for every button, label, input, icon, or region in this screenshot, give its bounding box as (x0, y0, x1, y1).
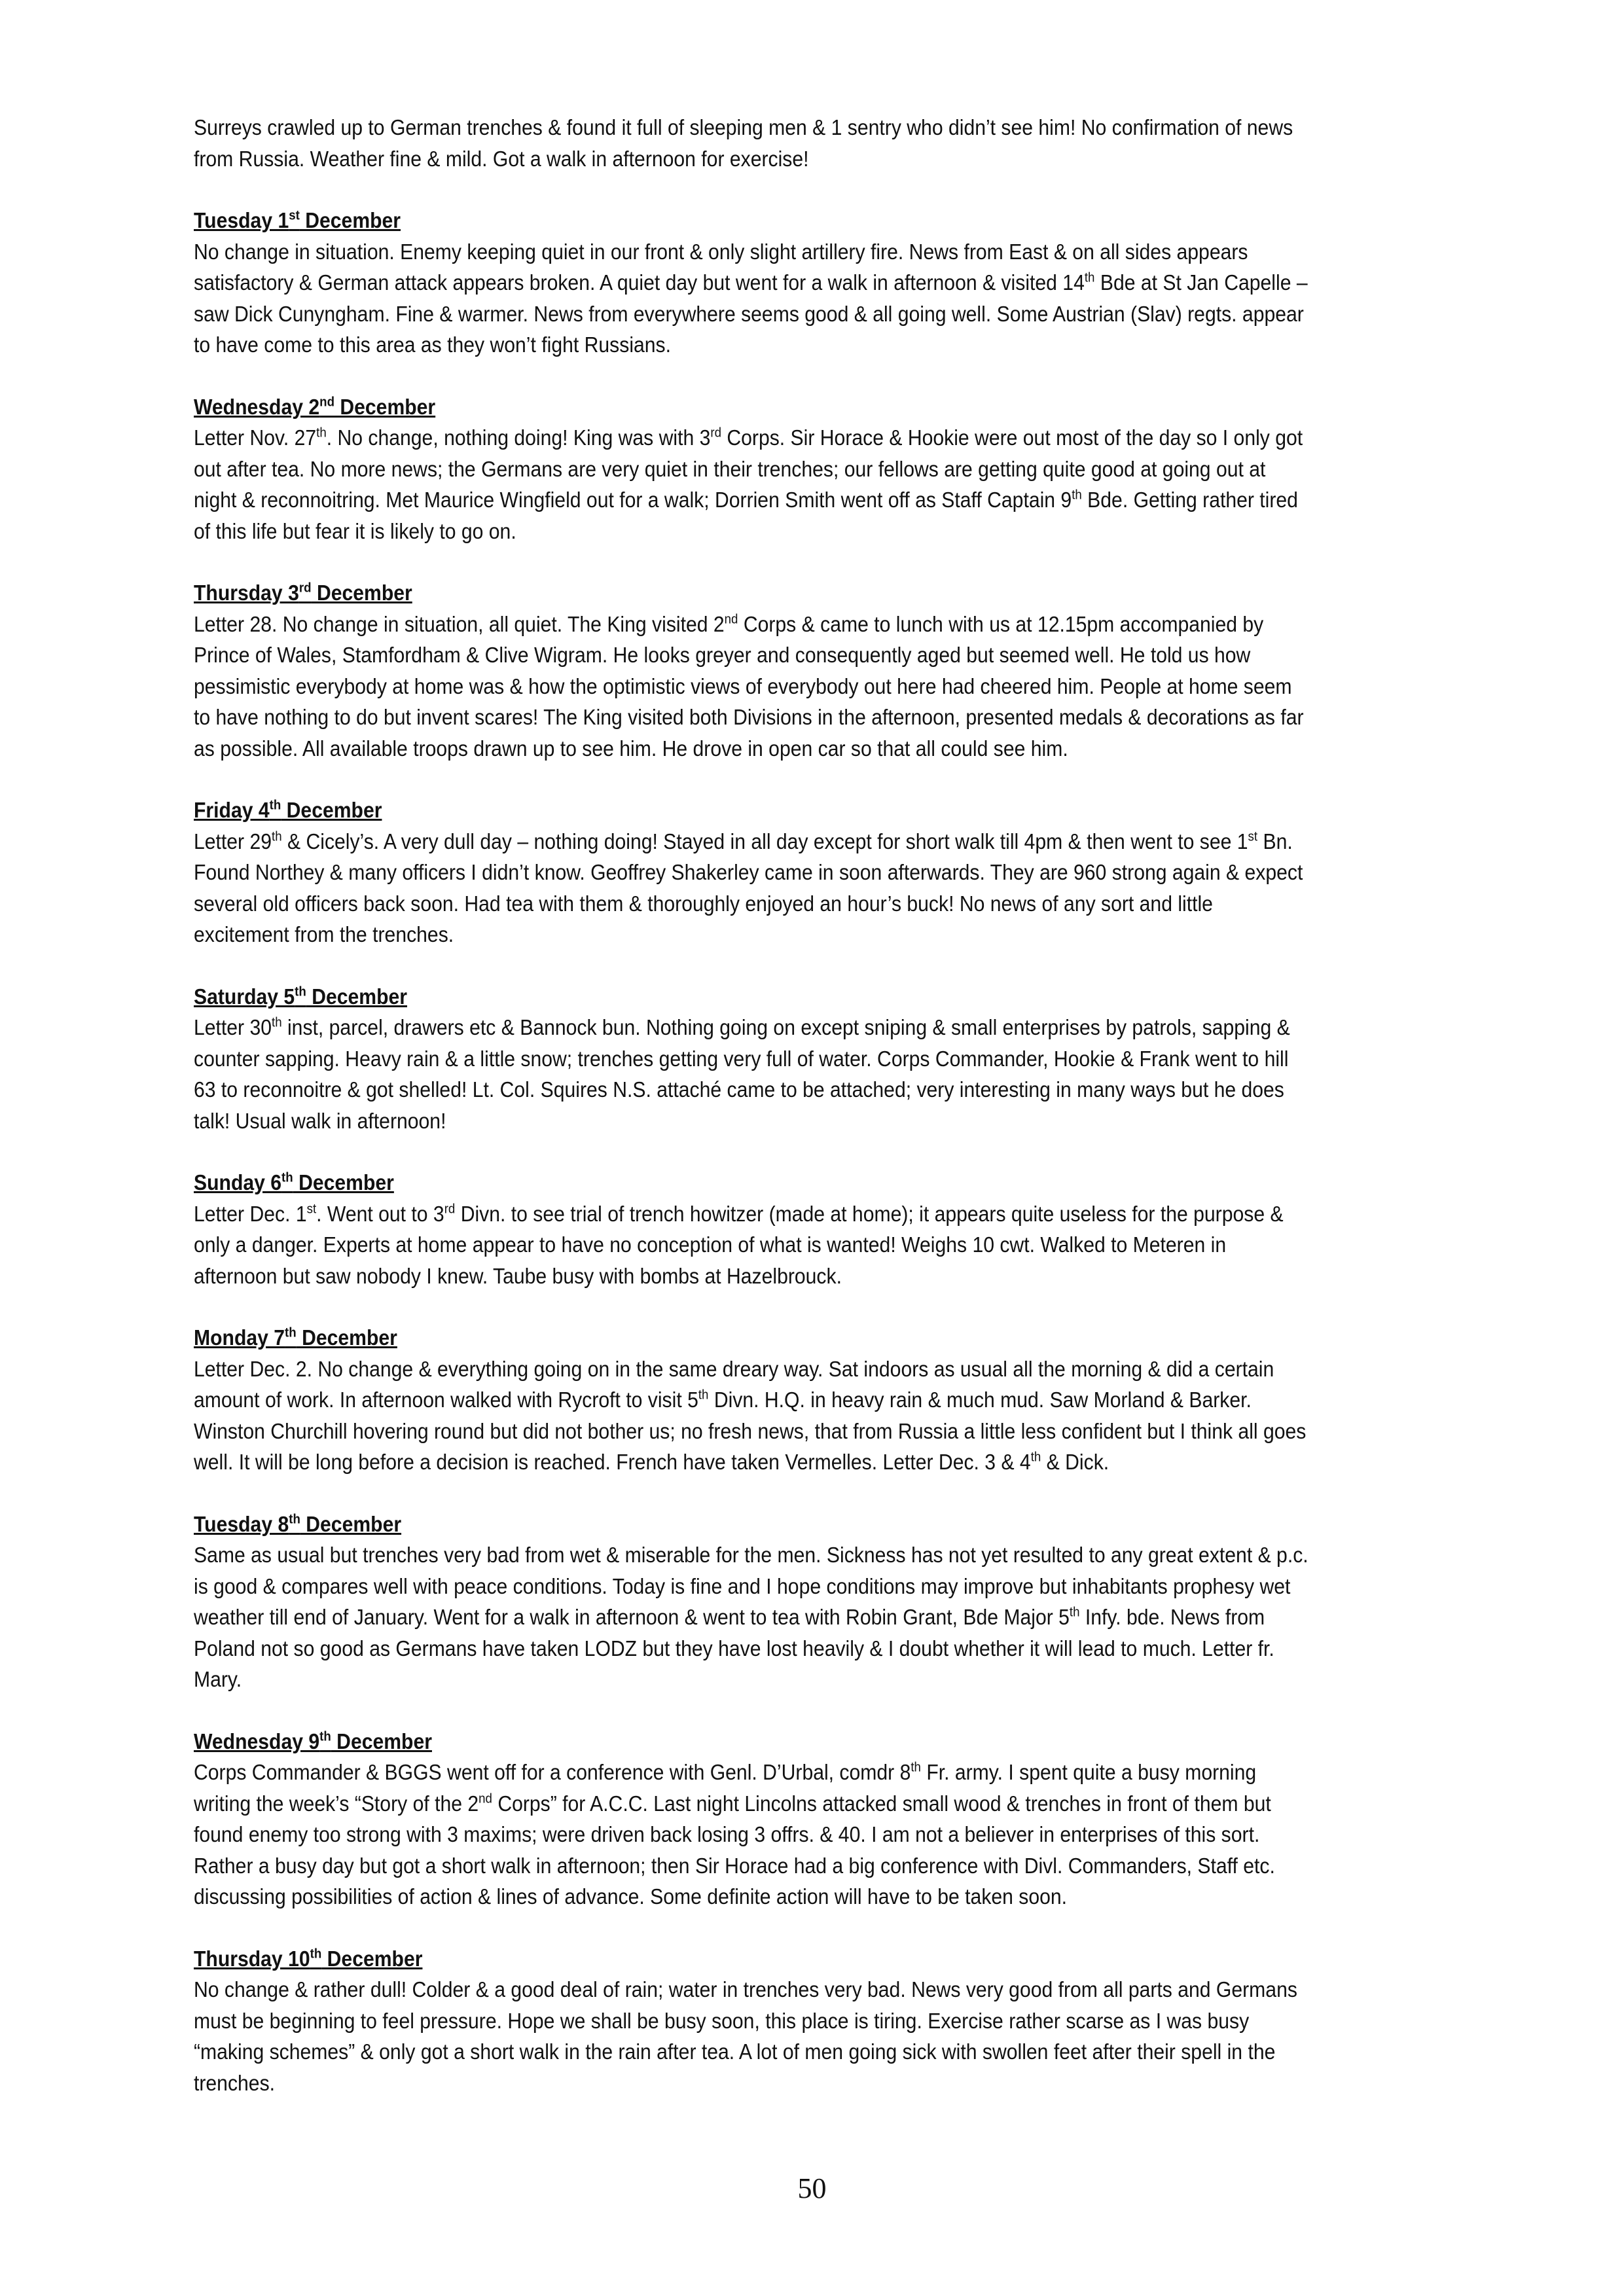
diary-entry (194, 1323, 1313, 1479)
entry-text (194, 1540, 1313, 1696)
ordinal-suffix: th (319, 1729, 331, 1744)
text-segment: Fr. army. I spent quite a busy morning writing the week’s “Story of the 2 (194, 1761, 1257, 1816)
entry-date-heading (194, 1944, 1313, 1975)
text-segment: December (321, 1946, 423, 1971)
entry-date-heading (194, 1323, 1313, 1354)
entry-text (194, 1199, 1313, 1293)
ordinal-suffix: nd (478, 1791, 492, 1806)
text-segment: Infy. bde. News from Poland not so good as Germans have taken LODZ but they have lost heavily & I doubt whether it will lead to much. Letter fr. Mary. (194, 1605, 1274, 1692)
entry-date-heading (194, 982, 1313, 1013)
text-segment: & Dick. (1041, 1450, 1110, 1475)
ordinal-suffix: th (272, 1014, 282, 1030)
text-segment: Corps & came to lunch with us at 12.15pm accompanied by Prince of Wales, Stamfordham & Clive Wigram. He looks greyer and consequently aged but seemed well. He told us how pessimistic everybody at home was & how the optimistic views of everybody out here had cheered him. People at home seem to have nothing to do but invent scares! The King visited both Divisions in the afternoon, presented medals & decorations as far as possible. All available troops drawn up to see him. He drove in open car so that all could see him. (194, 612, 1304, 761)
ordinal-suffix: th (1030, 1449, 1041, 1465)
text-segment: Divn. to see trial of trench howitzer (made at home); it appears quite useless for the purpose & only a danger. Experts at home appear to have no conception of what is wanted! Weighs 10 cwt. Walked to Meteren in afternoon but saw nobody I knew. Taube busy with bombs at Hazelbrouck. (194, 1202, 1284, 1289)
text-segment: December (281, 798, 382, 823)
text-segment: Monday 7 (194, 1326, 285, 1350)
intro-paragraph: Surreys crawled up to German trenches & found it full of sleeping men & 1 sentry who didn’t see him! No confirmation of news from Russia. Weather fine & mild. Got a walk in afternoon for exercise! (194, 116, 1293, 171)
text-segment: December (311, 581, 412, 605)
text-segment: Letter Nov. 27 (194, 426, 317, 450)
ordinal-suffix: th (698, 1387, 709, 1403)
text-segment: Saturday 5 (194, 984, 295, 1009)
text-segment: . No change, nothing doing! King was with 3 (326, 426, 711, 450)
text-segment: December (331, 1729, 432, 1754)
text-segment: inst, parcel, drawers etc & Bannock bun. Nothing going on except sniping & small enterprises by patrols, sapping & counter sapping. Heavy rain & a little snow; trenches getting very full of water. Corps Commander, Hookie & Frank went to hill 63 to reconnoitre & got shelled! Lt. Col. Squires N.S. attaché came to be attached; very interesting in many ways but he does talk! Usual walk in afternoon! (194, 1016, 1290, 1134)
diary-entry (194, 1727, 1313, 1913)
text-segment: Corps. Sir Horace & Hookie were out most of the day so I only got out after tea. No more news; the Germans are very quiet in their trenches; our fellows are getting quite good at going out at night & reconnoitring. Met Maurice Wingfield out for a walk; Dorrien Smith went off as Staff Captain 9 (194, 426, 1303, 512)
diary-entry (194, 206, 1313, 361)
ordinal-suffix: th (295, 984, 306, 999)
entry-text (194, 1975, 1313, 2099)
text-segment: No change & rather dull! Colder & a good deal of rain; water in trenches very bad. News very good from all parts and Germans must be beginning to feel pressure. Hope we shall be busy soon, this place is tiring. Exercise rather scarse as I was busy “making schemes” & only got a short walk in the rain after tea. A lot of men going sick with swollen feet after their spell in the trenches. (194, 1978, 1297, 2096)
ordinal-suffix: rd (444, 1201, 456, 1217)
diary-entry (194, 578, 1313, 764)
entry-text (194, 1354, 1313, 1479)
text-segment: & Cicely’s. A very dull day – nothing doing! Stayed in all day except for short walk till 4pm & then went to see 1 (281, 829, 1248, 854)
text-segment: . Went out to 3 (316, 1202, 444, 1227)
ordinal-suffix: th (1072, 487, 1082, 503)
text-segment: Bn. Found Northey & many officers I didn’t know. Geoffrey Shakerley came in soon afterwards. They are 960 strong again & expect several old officers back soon. Had tea with them & thoroughly enjoyed an hour’s buck! No news of any sort and little excitement from the trenches. (194, 829, 1303, 947)
ordinal-suffix: nd (319, 394, 334, 410)
ordinal-suffix: th (310, 1946, 322, 1962)
diary-entry (194, 1509, 1313, 1696)
text-segment: Sunday 6 (194, 1171, 282, 1195)
entry-date-heading (194, 206, 1313, 237)
entry-date-heading (194, 795, 1313, 827)
ordinal-suffix: th (289, 1511, 300, 1527)
page-number: 50 (797, 2172, 827, 2204)
entry-date-heading (194, 1727, 1313, 1758)
diary-entry (194, 1168, 1313, 1292)
text-segment: Letter Dec. 2. No change & everything going on in the same dreary way. Sat indoors as usual all the morning & did a certain amount of work. In afternoon walked with Rycroft to visit 5 (194, 1357, 1274, 1412)
text-segment: Same as usual but trenches very bad from wet & miserable for the men. Sickness has not yet resulted to any great extent & p.c. is good & compares well with peace conditions. Today is fine and I hope conditions may improve but inhabitants prophesy wet weather till end of January. Went for a walk in afternoon & went to tea with Robin Grant, Bde Major 5 (194, 1543, 1308, 1630)
ordinal-suffix: nd (724, 611, 738, 627)
diary-entry (194, 392, 1313, 548)
entry-date-heading (194, 1509, 1313, 1541)
text-segment: December (334, 395, 436, 420)
text-segment: Thursday 3 (194, 581, 299, 605)
text-segment: Divn. H.Q. in heavy rain & much mud. Saw Morland & Barker. Winston Churchill hovering round but did not bother us; no fresh news, that from Russia a little less confident but I think all goes well. It will be long before a decision is reached. French have taken Vermelles. Letter Dec. 3 & 4 (194, 1388, 1307, 1475)
entry-text (194, 827, 1313, 951)
ordinal-suffix: th (272, 829, 282, 844)
ordinal-suffix: st (306, 1201, 317, 1217)
text-segment: Tuesday 1 (194, 209, 289, 233)
text-segment: Bde at St Jan Capelle – saw Dick Cunyngham. Fine & warmer. News from everywhere seems good & all going well. Some Austrian (Slav) regts. appear to have come to this area as they won’t fight Russians. (194, 271, 1308, 357)
entry-text (194, 423, 1313, 547)
text-segment: Corps” for A.C.C. Last night Lincolns attacked small wood & trenches in front of them but found enemy too strong with 3 maxims; were driven back losing 3 offrs. & 40. I am not a believer in enterprises of this sort. Rather a busy day but got a short walk in afternoon; then Sir Horace had a big conference with Divl. Commanders, Staff etc. discussing possibilities of action & lines of advance. Some definite action will have to be taken soon. (194, 1791, 1275, 1909)
ordinal-suffix: st (289, 207, 300, 223)
ordinal-suffix: st (1248, 829, 1258, 844)
diary-entry (194, 795, 1313, 951)
text-segment: Letter 28. No change in situation, all quiet. The King visited 2 (194, 612, 725, 637)
ordinal-suffix: th (281, 1170, 293, 1185)
diary-entry (194, 1944, 1313, 2100)
ordinal-suffix: th (269, 797, 281, 813)
text-segment: Letter 30 (194, 1016, 272, 1040)
diary-entries (194, 206, 1313, 2099)
text-segment: Tuesday 8 (194, 1512, 289, 1537)
ordinal-suffix: th (1069, 1604, 1080, 1620)
text-segment: December (306, 984, 407, 1009)
diary-entry (194, 982, 1313, 1138)
text-segment: Thursday 10 (194, 1946, 310, 1971)
entry-date-heading (194, 392, 1313, 423)
text-segment: December (300, 1512, 402, 1537)
ordinal-suffix: th (911, 1759, 921, 1775)
text-segment: No change in situation. Enemy keeping quiet in our front & only slight artillery fire. News from East & on all sides appears satisfactory & German attack appears broken. A quiet day but went for a walk in afternoon & visited 14 (194, 240, 1248, 295)
text-segment: Letter Dec. 1 (194, 1202, 307, 1227)
text-segment: Letter 29 (194, 829, 272, 854)
text-segment: Wednesday 2 (194, 395, 320, 420)
ordinal-suffix: th (285, 1325, 297, 1340)
ordinal-suffix: rd (710, 425, 721, 440)
entry-text (194, 237, 1313, 361)
entry-date-heading (194, 578, 1313, 609)
text-segment: Wednesday 9 (194, 1729, 320, 1754)
ordinal-suffix: th (316, 425, 327, 440)
text-segment: December (296, 1326, 397, 1350)
entry-text (194, 1013, 1313, 1137)
entry-date-heading (194, 1168, 1313, 1199)
text-segment: December (293, 1171, 394, 1195)
text-segment: Bde. Getting rather tired of this life but fear it is likely to go on. (194, 488, 1298, 544)
diary-page (194, 113, 1313, 2099)
ordinal-suffix: th (1084, 270, 1095, 285)
text-segment: Friday 4 (194, 798, 270, 823)
entry-text (194, 609, 1313, 765)
text-segment: December (299, 209, 401, 233)
ordinal-suffix: rd (298, 580, 312, 596)
text-segment: Corps Commander & BGGS went off for a conference with Genl. D’Urbal, comdr 8 (194, 1761, 911, 1785)
entry-text (194, 1757, 1313, 1913)
